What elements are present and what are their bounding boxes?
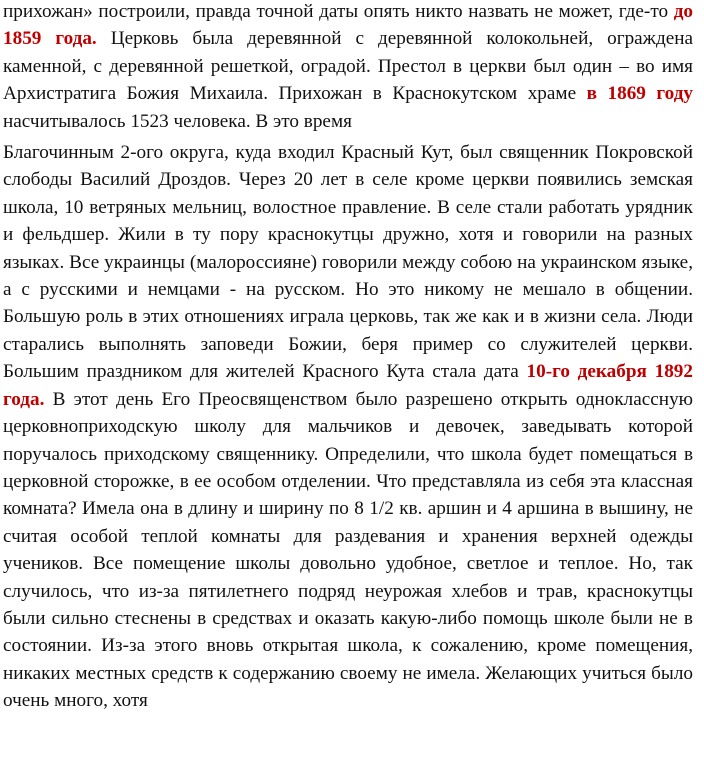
text-segment: В этот день Его Преосвященством было разрешено открыть одноклассную церковноприходскую школу для мальчиков и девочек, заведывать которой поручалось приходскому священнику. Определили, что школа будет помещаться в церковной сторожке, в ее особом отделении. Что представляла из себя эта классная комната? Имела она в длину и ширину по 8 1/2 кв. аршин и 4 аршина в вышину, не считая особой теплой комнаты для раздевания и хранения верхней одежды учеников. Все помещение школы довольно удобное, светлое и теплое. Но, так случилось, что из-за пятилетнего подряд неурожая хлебов и трав, краснокутцы были сильно стеснены в средствах и оказать какую-либо помощь школе были не в состоянии. Из-за этого вновь открытая школа, к сожалению, кроме помещения, никаких местных средств к содержанию своему не имела. Желающих учиться было очень много, хотя	[3, 388, 693, 712]
text-segment: прихожан» построили, правда точной даты опять никто назвать не может, где-то	[3, 1, 674, 22]
highlighted-date-1859: до 1859 года.	[3, 1, 693, 50]
paragraph-church-history	[3, 0, 693, 135]
text-segment: Благочинным 2-ого округа, куда входил Красный Кут, был священник Покровской слободы Василий Дроздов. Через 20 лет в селе кроме церкви появились земская школа, 10 ветряных мельниц, волостное правление. В селе стали работать урядник и фельдшер. Жили в ту пору краснокутцы дружно, хотя и говорили на разных языках. Все украинцы (малороссияне) говорили между собою на украинском языке, а с русскими и немцами - на русском. Но это никому не мешало в общении. Большую роль в этих отношениях играла церковь, так же как и в жизни села. Люди старались выполнять заповеди Божии, беря пример со служителей церкви. Большим праздником для жителей Красного Кута стала дата	[3, 142, 693, 383]
highlighted-date-1892: 10-го декабря 1892 года.	[3, 361, 693, 410]
text-segment: Церковь была деревянной с деревянной колокольней, ограждена каменной, с деревянной решеткой, оградой. Престол в церкви был один – во имя Архистратига Божия Михаила. Прихожан в Краснокутском храме	[3, 28, 694, 105]
document-page	[3, 0, 693, 715]
highlighted-date-1869: в 1869 году	[586, 83, 694, 105]
text-segment: насчитывалось 1523 человека. В это время	[3, 110, 352, 132]
paragraph-school-history	[3, 139, 693, 715]
